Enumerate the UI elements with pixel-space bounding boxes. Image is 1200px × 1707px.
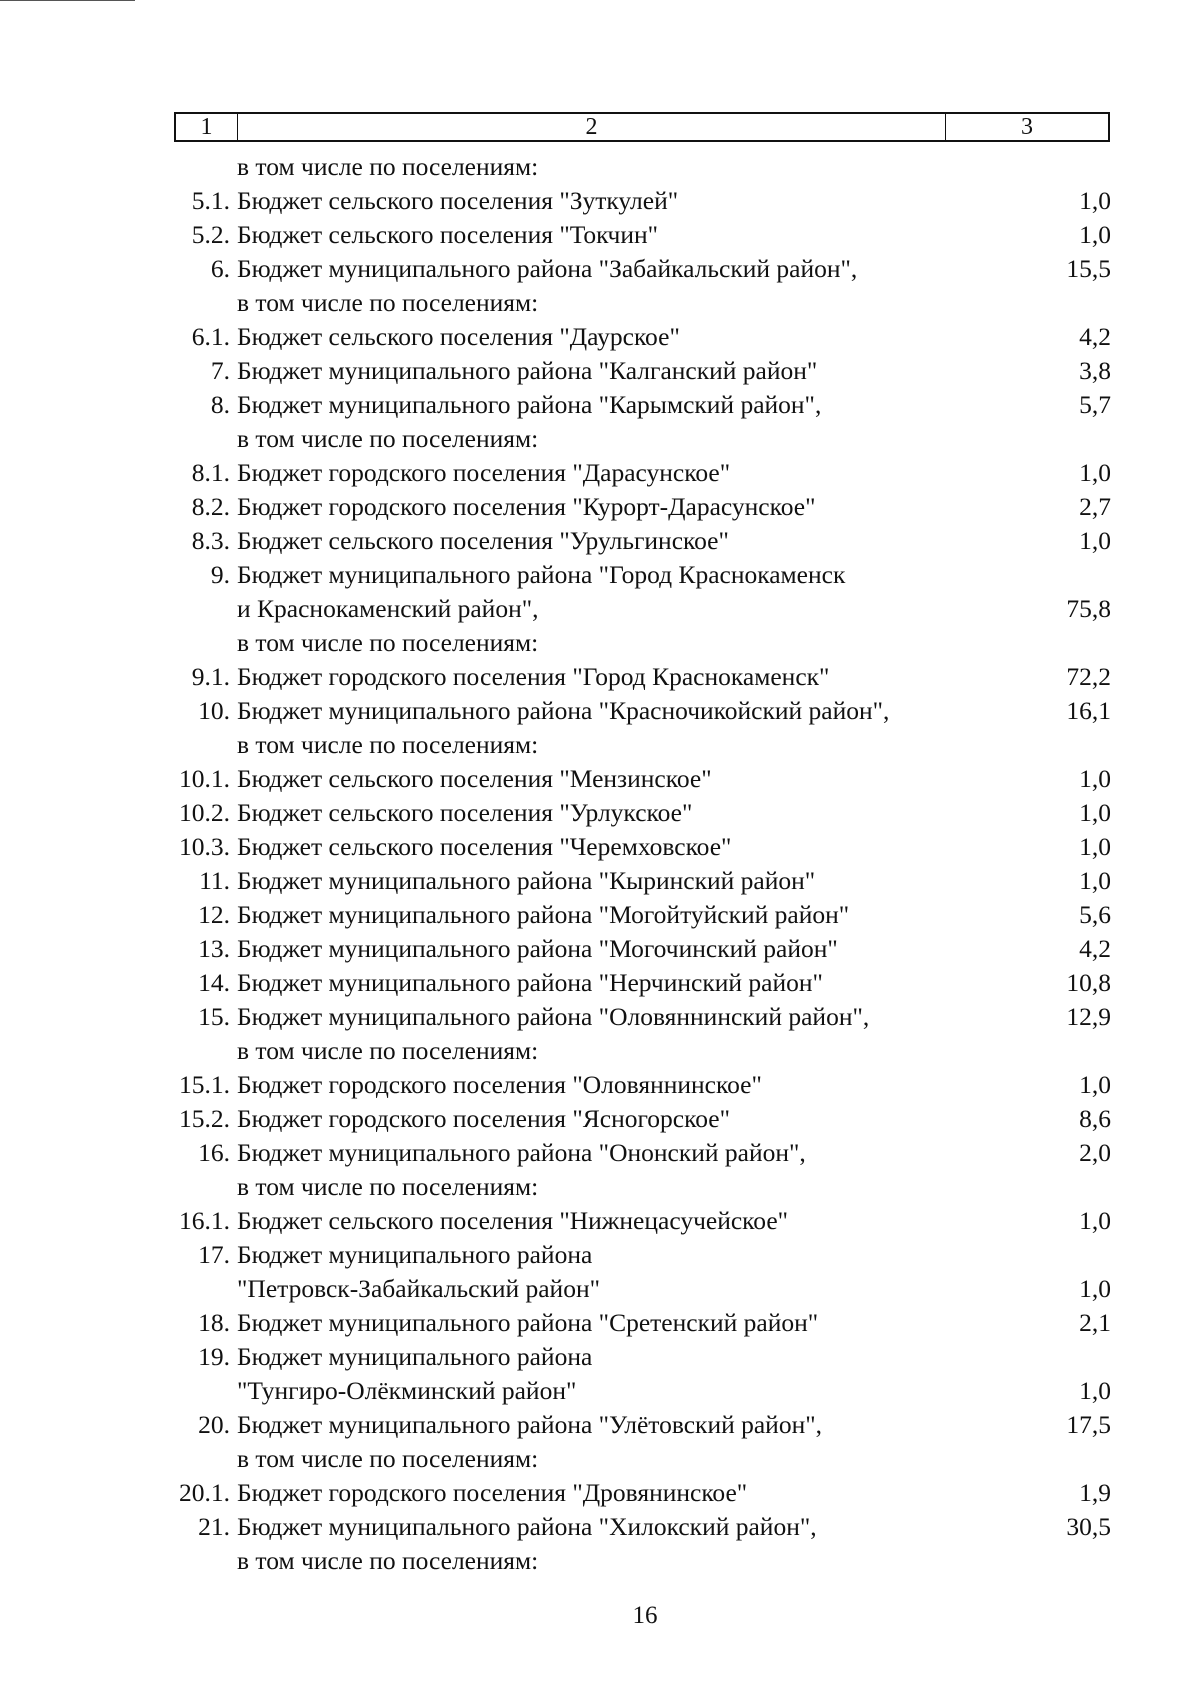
- page-number: 16: [632, 1602, 658, 1629]
- row-amount: 1,0: [1079, 1070, 1111, 1099]
- row-amount: 17,5: [1066, 1410, 1111, 1439]
- table-row: [0, 932, 1200, 966]
- table-row: [0, 1544, 1200, 1578]
- page-edge-line: [0, 0, 135, 1]
- table-row: [0, 592, 1200, 626]
- row-amount: 1,0: [1079, 526, 1111, 555]
- row-label: Бюджет городского поселения "Дровянинское": [237, 1478, 748, 1507]
- row-label: в том числе по поселениям:: [237, 1036, 539, 1065]
- row-amount: 1,0: [1079, 798, 1111, 827]
- row-amount: 30,5: [1066, 1512, 1111, 1541]
- table-row: [0, 1476, 1200, 1510]
- row-number: 8.3.: [191, 526, 230, 555]
- row-amount: 2,1: [1079, 1308, 1111, 1337]
- row-amount: 16,1: [1066, 696, 1111, 725]
- table-row: [0, 422, 1200, 456]
- row-label: Бюджет муниципального района "Могочинский район": [237, 934, 838, 963]
- table-row: [0, 456, 1200, 490]
- table-row: [0, 1340, 1200, 1374]
- row-label: Бюджет городского поселения "Оловяннинское": [237, 1070, 762, 1099]
- row-label: Бюджет муниципального района "Карымский район",: [237, 390, 822, 419]
- row-number: 6.: [210, 254, 230, 283]
- row-amount: 3,8: [1079, 356, 1111, 385]
- row-amount: 8,6: [1079, 1104, 1111, 1133]
- row-label: "Петровск-Забайкальский район": [237, 1274, 601, 1303]
- row-label: и Краснокаменский район",: [237, 594, 539, 623]
- table-row: [0, 762, 1200, 796]
- row-number: 9.1.: [191, 662, 230, 691]
- row-number: 7.: [210, 356, 230, 385]
- row-number: 15.: [198, 1002, 230, 1031]
- row-label: Бюджет сельского поселения "Урульгинское": [237, 526, 729, 555]
- table-row: [0, 1068, 1200, 1102]
- table-row: [0, 1306, 1200, 1340]
- table-row: [0, 1204, 1200, 1238]
- table-row: [0, 1000, 1200, 1034]
- row-number: 9.: [210, 560, 230, 589]
- column-header-3: 3: [1021, 114, 1033, 140]
- row-amount: 1,9: [1079, 1478, 1111, 1507]
- row-amount: 4,2: [1079, 322, 1111, 351]
- row-label: Бюджет сельского поселения "Даурское": [237, 322, 680, 351]
- row-number: 5.2.: [191, 220, 230, 249]
- row-number: 10.3.: [179, 832, 230, 861]
- row-label: в том числе по поселениям:: [237, 1172, 539, 1201]
- row-number: 5.1.: [191, 186, 230, 215]
- row-number: 6.1.: [191, 322, 230, 351]
- row-label: Бюджет городского поселения "Город Краснокаменск": [237, 662, 830, 691]
- row-amount: 1,0: [1079, 832, 1111, 861]
- budget-table-body: [0, 150, 1200, 1578]
- column-header-1: 1: [176, 114, 238, 140]
- table-row: [0, 1272, 1200, 1306]
- row-number: 10.: [198, 696, 230, 725]
- row-number: 16.1.: [179, 1206, 230, 1235]
- row-label: Бюджет сельского поселения "Зуткулей": [237, 186, 679, 215]
- table-row: [0, 796, 1200, 830]
- table-row: [0, 490, 1200, 524]
- table-row: [0, 320, 1200, 354]
- row-label: Бюджет сельского поселения "Черемховское": [237, 832, 732, 861]
- table-row: [0, 524, 1200, 558]
- row-label: Бюджет муниципального района "Оловяннинский район",: [237, 1002, 870, 1031]
- row-amount: 1,0: [1079, 1274, 1111, 1303]
- table-row: [0, 252, 1200, 286]
- row-number: 19.: [198, 1342, 230, 1371]
- row-number: 15.1.: [179, 1070, 230, 1099]
- row-amount: 15,5: [1066, 254, 1111, 283]
- table-row: [0, 558, 1200, 592]
- table-row: [0, 830, 1200, 864]
- table-row: [0, 1136, 1200, 1170]
- table-row: [0, 898, 1200, 932]
- row-amount: 4,2: [1079, 934, 1111, 963]
- row-amount: 10,8: [1066, 968, 1111, 997]
- row-label: Бюджет городского поселения "Курорт-Дарасунское": [237, 492, 816, 521]
- row-label: Бюджет сельского поселения "Мензинское": [237, 764, 712, 793]
- row-number: 21.: [198, 1512, 230, 1541]
- table-row: [0, 388, 1200, 422]
- row-amount: 5,6: [1079, 900, 1111, 929]
- row-number: 8.: [210, 390, 230, 419]
- row-number: 11.: [199, 866, 230, 895]
- row-amount: 1,0: [1079, 220, 1111, 249]
- row-label: Бюджет муниципального района: [237, 1342, 593, 1371]
- row-label: в том числе по поселениям:: [237, 730, 539, 759]
- table-row: [0, 1442, 1200, 1476]
- row-label: в том числе по поселениям:: [237, 1444, 539, 1473]
- row-number: 8.2.: [191, 492, 230, 521]
- row-label: в том числе по поселениям:: [237, 1546, 539, 1575]
- table-row: [0, 1102, 1200, 1136]
- row-label: Бюджет муниципального района "Ононский район",: [237, 1138, 806, 1167]
- table-row: [0, 864, 1200, 898]
- table-row: [0, 1374, 1200, 1408]
- table-row: [0, 966, 1200, 1000]
- row-amount: 12,9: [1066, 1002, 1111, 1031]
- column-header-2: 2: [238, 114, 946, 140]
- row-number: 17.: [198, 1240, 230, 1269]
- table-row: [0, 218, 1200, 252]
- row-number: 8.1.: [191, 458, 230, 487]
- table-row: [0, 1034, 1200, 1068]
- row-label: Бюджет муниципального района "Забайкальский район",: [237, 254, 858, 283]
- row-label: в том числе по поселениям:: [237, 152, 539, 181]
- row-label: "Тунгиро-Олёкминский район": [237, 1376, 577, 1405]
- row-number: 18.: [198, 1308, 230, 1337]
- row-label: Бюджет муниципального района "Сретенский район": [237, 1308, 819, 1337]
- row-amount: 5,7: [1079, 390, 1111, 419]
- table-row: [0, 626, 1200, 660]
- table-row: [0, 354, 1200, 388]
- row-number: 20.: [198, 1410, 230, 1439]
- row-label: Бюджет сельского поселения "Токчин": [237, 220, 659, 249]
- table-row: [0, 1510, 1200, 1544]
- table-row: [0, 1170, 1200, 1204]
- row-amount: 1,0: [1079, 1206, 1111, 1235]
- row-label: Бюджет муниципального района "Могойтуйский район": [237, 900, 850, 929]
- table-row: [0, 1238, 1200, 1272]
- row-label: Бюджет сельского поселения "Урлукское": [237, 798, 693, 827]
- row-amount: 75,8: [1066, 594, 1111, 623]
- row-number: 10.1.: [179, 764, 230, 793]
- row-label: Бюджет муниципального района "Хилокский район",: [237, 1512, 817, 1541]
- row-label: Бюджет муниципального района: [237, 1240, 593, 1269]
- row-label: в том числе по поселениям:: [237, 288, 539, 317]
- row-amount: 1,0: [1079, 764, 1111, 793]
- row-number: 20.1.: [179, 1478, 230, 1507]
- row-label: Бюджет городского поселения "Ясногорское": [237, 1104, 730, 1133]
- row-number: 12.: [198, 900, 230, 929]
- row-label: Бюджет муниципального района "Улётовский район",: [237, 1410, 823, 1439]
- row-number: 16.: [198, 1138, 230, 1167]
- row-number: 13.: [198, 934, 230, 963]
- table-row: [0, 660, 1200, 694]
- row-amount: 72,2: [1066, 662, 1111, 691]
- row-label: Бюджет муниципального района "Нерчинский район": [237, 968, 823, 997]
- table-row: [0, 184, 1200, 218]
- row-amount: 1,0: [1079, 866, 1111, 895]
- row-label: Бюджет сельского поселения "Нижнецасучейское": [237, 1206, 789, 1235]
- row-amount: 2,7: [1079, 492, 1111, 521]
- row-amount: 1,0: [1079, 186, 1111, 215]
- row-number: 14.: [198, 968, 230, 997]
- table-row: [0, 286, 1200, 320]
- table-row: [0, 150, 1200, 184]
- row-label: Бюджет муниципального района "Кыринский район": [237, 866, 816, 895]
- table-row: [0, 694, 1200, 728]
- row-amount: 2,0: [1079, 1138, 1111, 1167]
- row-number: 15.2.: [179, 1104, 230, 1133]
- row-label: Бюджет городского поселения "Дарасунское": [237, 458, 731, 487]
- table-row: [0, 728, 1200, 762]
- row-label: Бюджет муниципального района "Красночикойский район",: [237, 696, 890, 725]
- column-header-row: [174, 112, 1110, 142]
- row-label: Бюджет муниципального района "Калганский район": [237, 356, 818, 385]
- row-number: 10.2.: [179, 798, 230, 827]
- row-amount: 1,0: [1079, 1376, 1111, 1405]
- table-row: [0, 1408, 1200, 1442]
- row-label: в том числе по поселениям:: [237, 628, 539, 657]
- row-label: в том числе по поселениям:: [237, 424, 539, 453]
- row-amount: 1,0: [1079, 458, 1111, 487]
- row-label: Бюджет муниципального района "Город Краснокаменск: [237, 560, 846, 589]
